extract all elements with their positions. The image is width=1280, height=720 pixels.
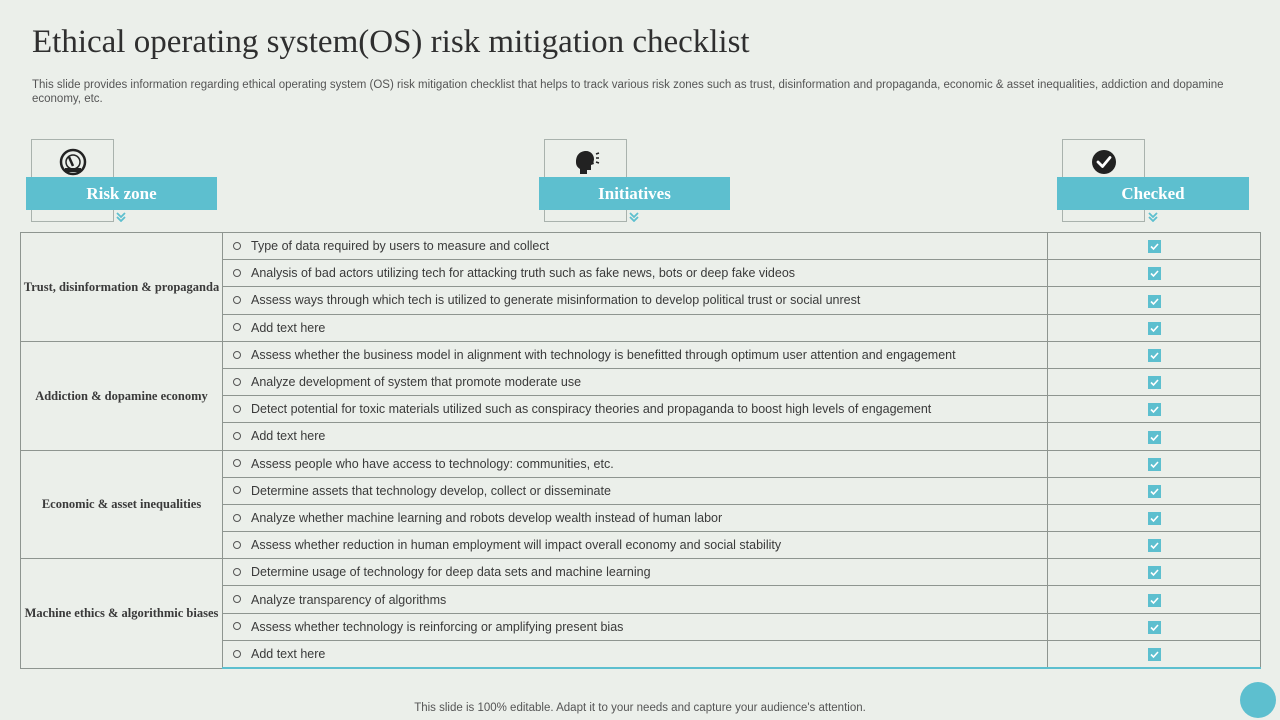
initiative-cell xyxy=(223,396,1048,423)
initiative-cell xyxy=(223,586,1048,613)
checkbox[interactable] xyxy=(1148,621,1161,634)
checked-cell xyxy=(1048,586,1261,613)
initiative-cell xyxy=(223,477,1048,504)
bullet-icon xyxy=(233,323,241,331)
bullet-icon xyxy=(233,242,241,250)
bullet-icon xyxy=(233,595,241,603)
bullet-icon xyxy=(233,405,241,413)
table-row xyxy=(21,450,1261,477)
checked-cell xyxy=(1048,233,1261,260)
initiative-cell xyxy=(223,233,1048,260)
checkbox[interactable] xyxy=(1148,295,1161,308)
initiative-text: Add text here xyxy=(251,320,326,335)
initiative-cell xyxy=(223,504,1048,531)
checked-cell xyxy=(1048,341,1261,368)
bullet-icon xyxy=(233,432,241,440)
initiative-cell xyxy=(223,450,1048,477)
initiative-text: Assess people who have access to technology: communities, etc. xyxy=(251,456,614,471)
initiative-text: Assess whether the business model in alignment with technology is benefitted through optimum user attention and engagement xyxy=(251,347,956,362)
risk-checklist-table xyxy=(20,232,1261,669)
initiative-text: Analyze whether machine learning and robots develop wealth instead of human labor xyxy=(251,510,723,525)
checked-cell xyxy=(1048,368,1261,395)
checkbox[interactable] xyxy=(1148,512,1161,525)
bullet-icon xyxy=(233,269,241,277)
checkmark-icon xyxy=(1149,567,1160,578)
checkmark-icon xyxy=(1149,622,1160,633)
checked-cell xyxy=(1048,640,1261,668)
page-title: Ethical operating system(OS) risk mitigation checklist xyxy=(32,24,750,60)
checkmark-icon xyxy=(1149,432,1160,443)
checkbox[interactable] xyxy=(1148,648,1161,661)
bullet-icon xyxy=(233,378,241,386)
checkmark-icon xyxy=(1149,513,1160,524)
checkbox[interactable] xyxy=(1148,349,1161,362)
bullet-icon xyxy=(233,541,241,549)
checkbox[interactable] xyxy=(1148,458,1161,471)
initiatives-header: Initiatives xyxy=(539,177,730,210)
bullet-icon xyxy=(233,514,241,522)
checkbox[interactable] xyxy=(1148,240,1161,253)
initiative-text: Add text here xyxy=(251,646,326,661)
checkbox[interactable] xyxy=(1148,594,1161,607)
table-row xyxy=(21,341,1261,368)
initiative-cell xyxy=(223,559,1048,586)
corner-decoration xyxy=(1240,682,1276,718)
checked-cell xyxy=(1048,287,1261,314)
checkbox[interactable] xyxy=(1148,539,1161,552)
checkbox[interactable] xyxy=(1148,322,1161,335)
checkbox[interactable] xyxy=(1148,431,1161,444)
bullet-icon xyxy=(233,296,241,304)
checkbox[interactable] xyxy=(1148,403,1161,416)
head-idea-icon xyxy=(572,148,600,176)
bullet-icon xyxy=(233,351,241,359)
checked-cell xyxy=(1048,423,1261,450)
initiative-cell xyxy=(223,287,1048,314)
risk-zone-name: Economic & asset inequalities xyxy=(21,450,223,559)
checkmark-icon xyxy=(1149,350,1160,361)
checked-cell xyxy=(1048,504,1261,531)
checked-cell xyxy=(1048,477,1261,504)
initiative-cell xyxy=(223,260,1048,287)
checked-cell xyxy=(1048,396,1261,423)
checked-cell xyxy=(1048,260,1261,287)
chevron-down-icon xyxy=(1148,212,1158,222)
risk-zone-name: Machine ethics & algorithmic biases xyxy=(21,559,223,668)
initiative-cell xyxy=(223,368,1048,395)
checkmark-icon xyxy=(1149,486,1160,497)
initiative-text: Assess whether technology is reinforcing or amplifying present bias xyxy=(251,619,624,634)
initiative-text: Analysis of bad actors utilizing tech for attacking truth such as fake news, bots or deep fake videos xyxy=(251,266,796,281)
initiative-cell xyxy=(223,314,1048,341)
initiative-cell xyxy=(223,423,1048,450)
check-circle-icon xyxy=(1090,148,1118,176)
initiative-text: Detect potential for toxic materials utilized such as conspiracy theories and propaganda to boost high levels of engagement xyxy=(251,402,932,417)
initiative-cell xyxy=(223,613,1048,640)
checked-header: Checked xyxy=(1057,177,1249,210)
risk-zone-header: Risk zone xyxy=(26,177,217,210)
checkmark-icon xyxy=(1149,649,1160,660)
checkmark-icon xyxy=(1149,377,1160,388)
checkbox[interactable] xyxy=(1148,485,1161,498)
checked-cell xyxy=(1048,559,1261,586)
initiative-text: Determine usage of technology for deep data sets and machine learning xyxy=(251,565,651,580)
initiative-text: Determine assets that technology develop, collect or disseminate xyxy=(251,483,611,498)
bullet-icon xyxy=(233,486,241,494)
page-subtitle: This slide provides information regarding ethical operating system (OS) risk mitigation checklist that helps to track various risk zones such as trust, disinformation and propaganda, economic & asset inequalities, addiction and dopamine economy, etc. xyxy=(32,79,1224,105)
footer-note: This slide is 100% editable. Adapt it to your needs and capture your audience's attention. xyxy=(414,702,866,714)
initiative-text: Analyze development of system that promote moderate use xyxy=(251,375,582,390)
checked-cell xyxy=(1048,450,1261,477)
gauge-icon xyxy=(59,148,87,176)
initiative-text: Type of data required by users to measure and collect xyxy=(251,239,550,254)
bullet-icon xyxy=(233,459,241,467)
chevron-down-icon xyxy=(116,212,126,222)
checkmark-icon xyxy=(1149,296,1160,307)
bullet-icon xyxy=(233,622,241,630)
table-row xyxy=(21,233,1261,260)
checkmark-icon xyxy=(1149,459,1160,470)
risk-zone-name: Addiction & dopamine economy xyxy=(21,341,223,450)
checked-cell xyxy=(1048,314,1261,341)
initiative-text: Add text here xyxy=(251,429,326,444)
checked-cell xyxy=(1048,613,1261,640)
checkmark-icon xyxy=(1149,595,1160,606)
checkmark-icon xyxy=(1149,404,1160,415)
initiative-text: Assess whether reduction in human employment will impact overall economy and social stability xyxy=(251,538,782,553)
checkbox[interactable] xyxy=(1148,566,1161,579)
initiative-cell xyxy=(223,640,1048,668)
checkmark-icon xyxy=(1149,323,1160,334)
bullet-icon xyxy=(233,650,241,658)
bullet-icon xyxy=(233,568,241,576)
checkbox[interactable] xyxy=(1148,376,1161,389)
initiative-cell xyxy=(223,341,1048,368)
checkbox[interactable] xyxy=(1148,267,1161,280)
checkmark-icon xyxy=(1149,268,1160,279)
checkmark-icon xyxy=(1149,241,1160,252)
initiative-text: Analyze transparency of algorithms xyxy=(251,592,447,607)
checkmark-icon xyxy=(1149,540,1160,551)
risk-zone-name: Trust, disinformation & propaganda xyxy=(21,233,223,342)
checked-cell xyxy=(1048,532,1261,559)
initiative-cell xyxy=(223,532,1048,559)
chevron-down-icon xyxy=(629,212,639,222)
table-row xyxy=(21,559,1261,586)
initiative-text: Assess ways through which tech is utilized to generate misinformation to develop political trust or social unrest xyxy=(251,293,861,308)
